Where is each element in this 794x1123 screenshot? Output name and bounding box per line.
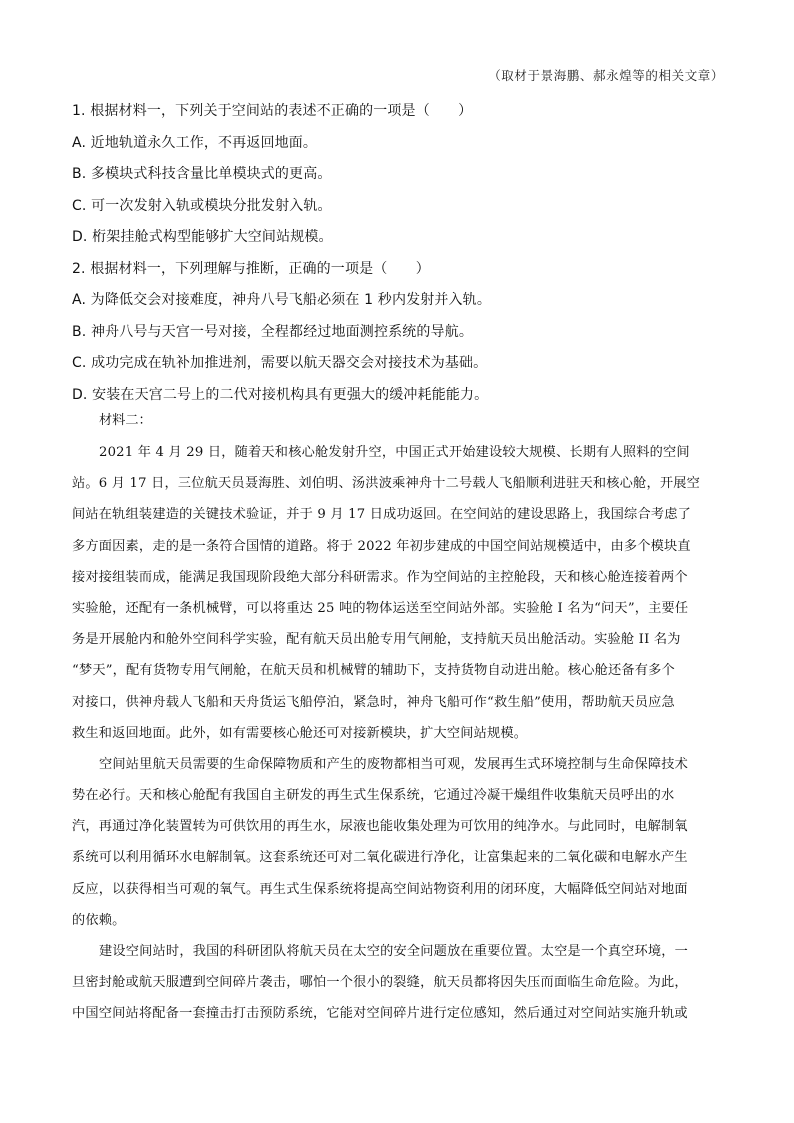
paragraph-line: “梦天”，配有货物专用气闸舱，在航天员和机械臂的辅助下，支持货物自动进出舱。核心舱还备有多个 xyxy=(72,663,675,679)
question-2-stem: 2. 根据材料一，下列理解与推断，正确的一项是（ ） xyxy=(72,260,430,277)
question-1-option-d: D. 桁架挂舱式构型能够扩大空间站规模。 xyxy=(72,229,333,245)
paragraph-line: 间站在轨组装建造的关键技术验证，并于 9 月 17 日成功返回。在空间站的建设思路上，我国综合考虑了 xyxy=(72,507,691,523)
paragraph-line: 空间站里航天员需要的生命保障物质和产生的废物都相当可观，发展再生式环境控制与生命保障技术 xyxy=(99,756,689,772)
paragraph-line: 中国空间站将配备一套撞击打击预防系统，它能对空间碎片进行定位感知，然后通过对空间站实施升轨或 xyxy=(72,1006,688,1022)
paragraph-line: 旦密封舱或航天服遭到空间碎片袭击，哪怕一个很小的裂缝，航天员都将因失压而面临生命危险。为此， xyxy=(72,975,688,991)
paragraph-2 xyxy=(72,753,722,940)
material-two-title: 材料二： xyxy=(99,413,152,428)
paragraph-line: 站。6 月 17 日，三位航天员聂海胜、刘伯明、汤洪波乘神舟十二号载人飞船顺利进驻天和核心舱，开展空 xyxy=(72,476,700,492)
paragraph-1 xyxy=(72,441,722,753)
source-note: （取材于景海鹏、郝永煌等的相关文章） xyxy=(488,68,724,83)
paragraph-line: 救生和返回地面。此外，如有需要核心舱还可对接新模块，扩大空间站规模。 xyxy=(72,725,528,741)
question-2-option-a: A. 为降低交会对接难度，神舟八号飞船必须在 1 秒内发射并入轨。 xyxy=(72,292,491,308)
question-2-option-d: D. 安装在天宫二号上的二代对接机构具有更强大的缓冲耗能能力。 xyxy=(72,386,489,403)
material-two xyxy=(72,409,722,1034)
question-2-option-b: B. 神舟八号与天宫一号对接，全程都经过地面测控系统的导航。 xyxy=(72,323,474,340)
question-1-option-b: B. 多模块式科技含量比单模块式的更高。 xyxy=(72,166,332,182)
paragraph-line: 汽，再通过净化装置转为可供饮用的再生水，尿液也能收集处理为可饮用的纯净水。与此同时，电解制氧 xyxy=(72,819,688,835)
paragraph-line: 建设空间站时，我国的科研团队将航天员在太空的安全问题放在重要位置。太空是一个真空环境，一 xyxy=(99,944,689,959)
paragraph-line: 多方面因素，走的是一条符合国情的道路。将于 2022 年初步建成的中国空间站规模适中，由多个模块直 xyxy=(72,538,691,554)
paragraph-line: 2021 年 4 月 29 日，随着天和核心舱发射升空，中国正式开始建设较大规模、长期有人照料的空间 xyxy=(99,445,690,460)
paragraph-line: 接对接组装而成，能满足我国现阶段绝大部分科研需求。作为空间站的主控舱段，天和核心舱连接着两个 xyxy=(72,569,688,585)
paragraph-line: 势在必行。天和核心舱配有我国自主研发的再生式生保系统，它通过冷凝干燥组件收集航天员呼出的水 xyxy=(72,788,675,804)
question-1-option-a: A. 近地轨道永久工作，不再返回地面。 xyxy=(72,134,318,151)
paragraph-line: 对接口，供神舟载人飞船和天舟货运飞船停泊，紧急时，神舟飞船可作“救生船”使用，帮助航天员应急 xyxy=(72,694,675,710)
question-1-option-c: C. 可一次发射入轨或模块分批发射入轨。 xyxy=(72,197,332,214)
paragraph-3 xyxy=(72,940,722,1034)
paragraph-line: 务是开展舱内和舱外空间科学实验，配有航天员出舱专用气闸舱，支持航天员出舱活动。实验舱 II 名为 xyxy=(72,632,681,648)
question-list xyxy=(72,99,732,414)
paragraph-line: 系统可以利用循环水电解制氧。这套系统还可对二氧化碳进行净化，让富集起来的二氧化碳和电解水产生 xyxy=(72,850,688,866)
paragraph-line: 实验舱，还配有一条机械臂，可以将重达 25 吨的物体运送至空间站外部。实验舱 I 名为“问天”，主要任 xyxy=(72,600,689,616)
paragraph-line: 反应，以获得相当可观的氧气。再生式生保系统将提高空间站物资利用的闭环度，大幅降低空间站对地面 xyxy=(72,881,688,897)
question-1-stem: 1. 根据材料一，下列关于空间站的表述不正确的一项是（ ） xyxy=(72,103,473,119)
paragraph-line: 的依赖。 xyxy=(72,912,126,928)
question-2-option-c: C. 成功完成在轨补加推进剂，需要以航天器交会对接技术为基础。 xyxy=(72,355,488,371)
